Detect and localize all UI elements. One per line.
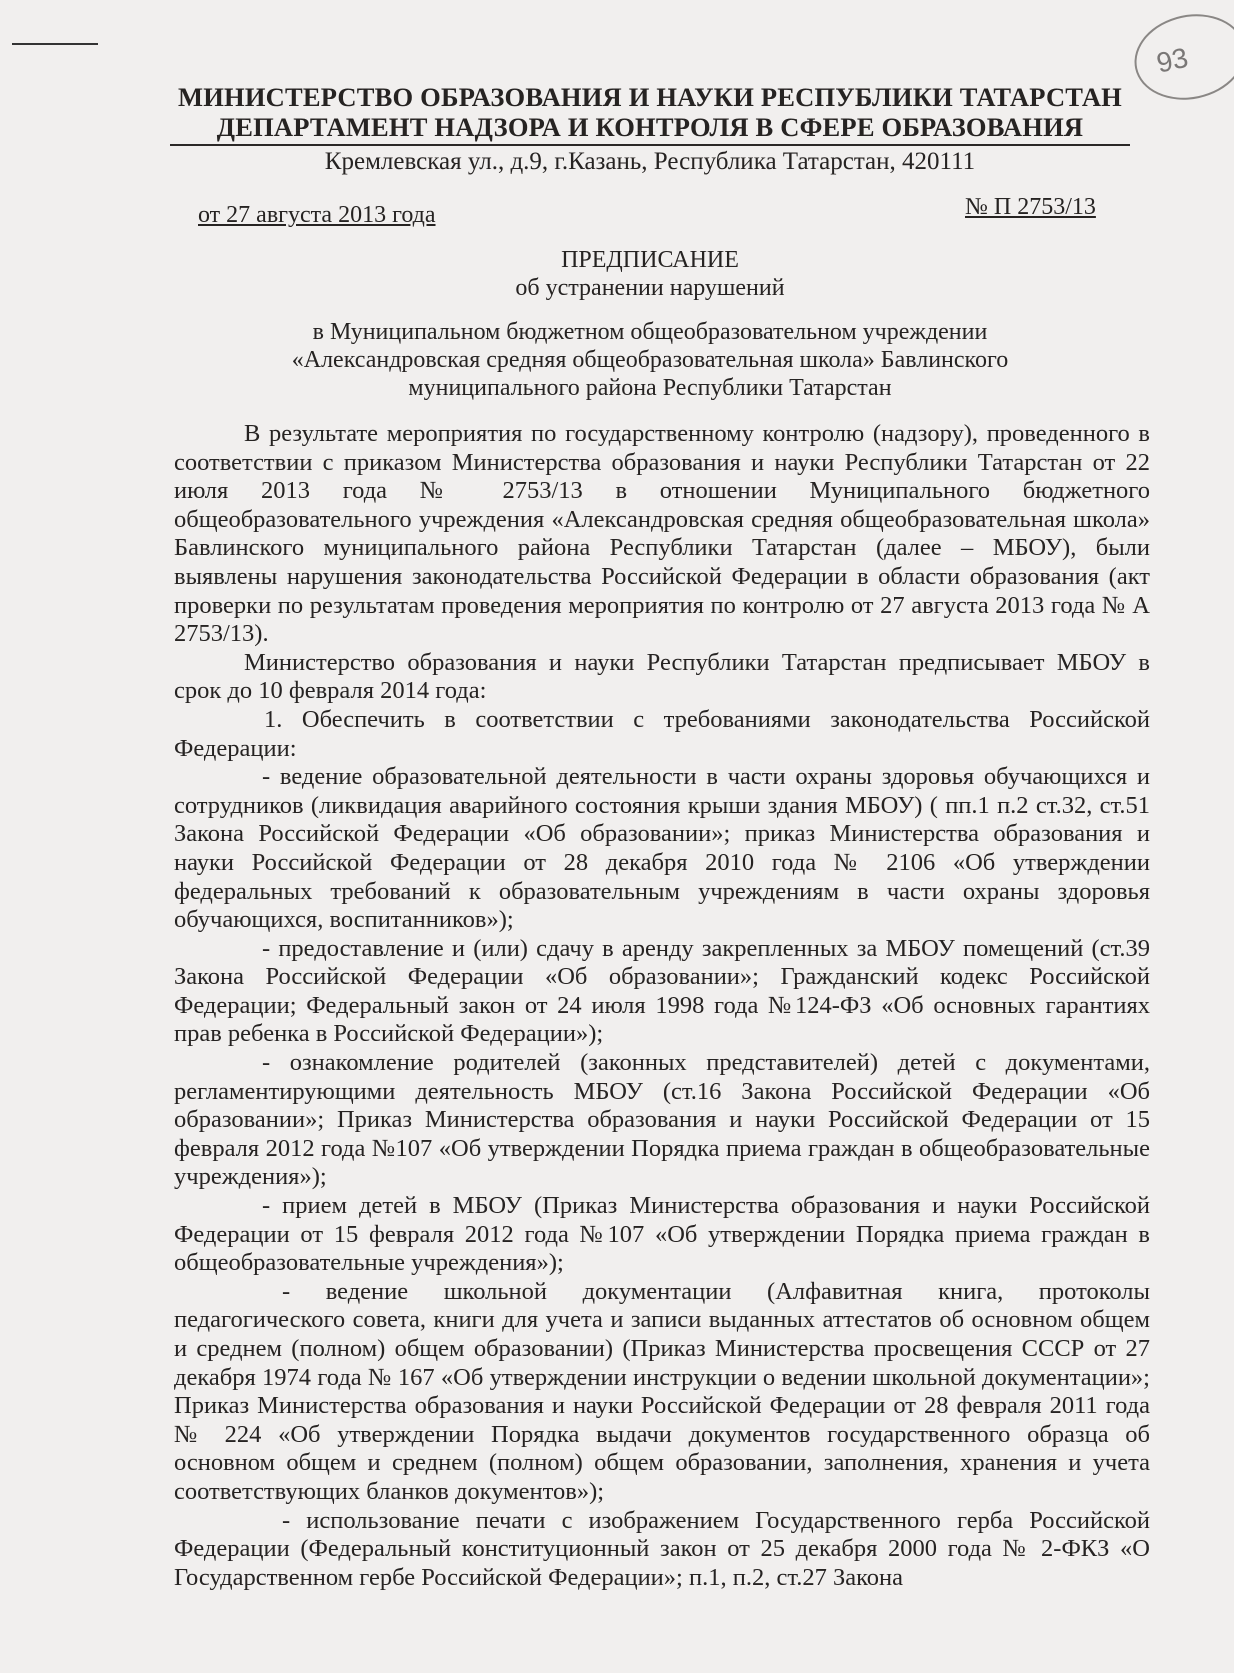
ministry-name: МИНИСТЕРСТВО ОБРАЗОВАНИЯ И НАУКИ РЕСПУБЛИКИ ТАТАРСТАН	[177, 82, 1122, 112]
list-item: - ознакомление родителей (законных представителей) детей с документами, регламентирующими деятельность МБОУ (ст.16 Закона Российской Федерации «Об образовании»; Приказ Министерства образования и науки Российской Федерации от 15 февраля 2012 года №107 «Об утверждении Порядка приема граждан в общеобразовательные учреждения»);	[174, 1049, 1150, 1191]
title-main: ПРЕДПИСАНИЕ	[561, 247, 739, 273]
list-item: - ведение школьной документации (Алфавитная книга, протоколы педагогического совета, книги для учета и записи выданных аттестатов об основном общем и среднем (полном) общем образовании) (Приказ Министерства просвещения СССР от 27 декабря 1974 года № 167 «Об утверждении инструкции о ведении школьной документации»; Приказ Министерства образования и науки Российской Федерации от 28 февраля 2011 года № 224 «Об утверждении Порядка выдачи документов государственного образца об основном общем и среднем (полном) общем образовании, заполнения, хранения и учета соответствующих бланков документов»);	[174, 1277, 1150, 1505]
department-name: ДЕПАРТАМЕНТ НАДЗОРА И КОНТРОЛЯ В СФЕРЕ ОБРАЗОВАНИЯ	[216, 112, 1084, 142]
letterhead	[150, 82, 1150, 178]
organization-line-2: «Александровская средняя общеобразовательная школа» Бавлинского	[291, 347, 1009, 373]
organization-name	[170, 318, 1130, 402]
document-title	[170, 246, 1130, 302]
document-number: № П 2753/13	[965, 194, 1096, 220]
page-number: 93	[1153, 41, 1191, 79]
scan-mark	[12, 43, 98, 45]
list-item: - ведение образовательной деятельности в части охраны здоровья обучающихся и сотрудников (ликвидация аварийного состояния крыши здания МБОУ) ( пп.1 п.2 ст.32, ст.51 Закона Российской Федерации «Об образовании»; приказ Министерства образования и науки Российской Федерации от 28 декабря 2010 года № 2106 «Об утверждении федеральных требований к образовательным учреждениям в части охраны здоровья обучающихся, воспитанников»);	[174, 763, 1150, 934]
point-1: 1. Обеспечить в соответствии с требованиями законодательства Российской Федерации:	[174, 705, 1150, 762]
list-item: - использование печати с изображением Государственного герба Российской Федерации (Федеральный конституционный закон от 25 декабря 2000 года № 2-ФКЗ «О Государственном гербе Российской Федерации»; п.1, п.2, ст.27 Закона	[174, 1506, 1150, 1591]
title-sub: об устранении нарушений	[515, 275, 785, 301]
list-item: - прием детей в МБОУ (Приказ Министерства образования и науки Российской Федерации от 15 февраля 2012 года №107 «Об утверждении Порядка приема граждан в общеобразовательные учреждения»);	[174, 1192, 1150, 1277]
list-item: - предоставление и (или) сдачу в аренду закрепленных за МБОУ помещений (ст.39 Закона Российской Федерации «Об образовании»; Гражданский кодекс Российской Федерации; Федеральный закон от 24 июля 1998 года №124-ФЗ «Об основных гарантиях прав ребенка в Российской Федерации»);	[174, 934, 1150, 1048]
prescription-paragraph: Министерство образования и науки Республики Татарстан предписывает МБОУ в срок до 10 февраля 2014 года:	[174, 648, 1150, 705]
organization-line-1: в Муниципальном бюджетном общеобразовательном учреждении	[312, 319, 988, 345]
address: Кремлевская ул., д.9, г.Казань, Республика Татарстан, 420111	[324, 148, 976, 175]
organization-line-3: муниципального района Республики Татарстан	[408, 375, 892, 401]
document-body	[174, 420, 1150, 1592]
intro-paragraph: В результате мероприятия по государственному контролю (надзору), проведенного в соответствии с приказом Министерства образования и науки Республики Татарстан от 22 июля 2013 года № 2753/13 в отношении Муниципального бюджетного общеобразовательного учреждения «Александровская средняя общеобразовательная школа» Бавлинского муниципального района Республики Татарстан (далее – МБОУ), были выявлены нарушения законодательства Российской Федерации в области образования (акт проверки по результатам проведения мероприятия по контролю от 27 августа 2013 года № А 2753/13).	[174, 420, 1150, 648]
document-date: от 27 августа 2013 года	[198, 202, 436, 228]
